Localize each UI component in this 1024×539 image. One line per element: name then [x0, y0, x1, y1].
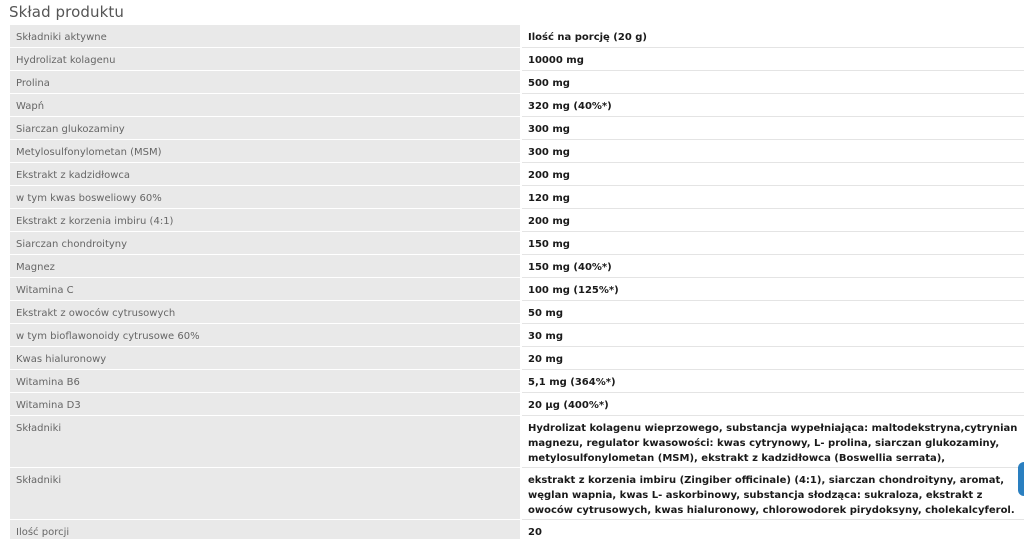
table-row — [10, 393, 1024, 416]
ingredient-value: 5,1 mg (364%*) — [521, 370, 1024, 393]
ingredient-name: Składniki aktywne — [10, 25, 521, 48]
ingredient-value: 50 mg — [521, 301, 1024, 324]
section-title: Skład produktu — [9, 3, 124, 21]
ingredient-value: 20 — [521, 520, 1024, 539]
table-row — [10, 209, 1024, 232]
ingredient-value: 100 mg (125%*) — [521, 278, 1024, 301]
ingredient-value: 200 mg — [521, 209, 1024, 232]
ingredient-name: Składniki — [10, 468, 521, 520]
ingredient-name: Ekstrakt z kadzidłowca — [10, 163, 521, 186]
ingredient-name: Siarczan chondroityny — [10, 232, 521, 255]
ingredient-name: Ekstrakt z owoców cytrusowych — [10, 301, 521, 324]
table-row — [10, 278, 1024, 301]
ingredient-name: Ekstrakt z korzenia imbiru (4:1) — [10, 209, 521, 232]
table-row — [10, 468, 1024, 520]
composition-table — [10, 25, 1024, 539]
ingredient-name: Witamina C — [10, 278, 521, 301]
ingredient-value: 20 µg (400%*) — [521, 393, 1024, 416]
table-row — [10, 48, 1024, 71]
ingredient-value: Hydrolizat kolagenu wieprzowego, substancja wypełniająca: maltodekstryna,cytrynian magnezu, regulator kwasowości: kwas cytrynowy, L- prolina, siarczan glukozaminy, metylosulfonylometan (MSM), ekstrakt z kadzidłowca (Boswellia serrata), — [521, 416, 1024, 468]
ingredient-name: Wapń — [10, 94, 521, 117]
ingredient-value: 30 mg — [521, 324, 1024, 347]
table-row — [10, 520, 1024, 539]
ingredient-name: w tym bioflawonoidy cytrusowe 60% — [10, 324, 521, 347]
table-row — [10, 140, 1024, 163]
table-row — [10, 347, 1024, 370]
ingredient-name: w tym kwas bosweliowy 60% — [10, 186, 521, 209]
ingredient-name: Siarczan glukozaminy — [10, 117, 521, 140]
ingredient-value: 120 mg — [521, 186, 1024, 209]
ingredient-value: 150 mg (40%*) — [521, 255, 1024, 278]
table-row — [10, 370, 1024, 393]
table-row — [10, 25, 1024, 48]
ingredient-value: ekstrakt z korzenia imbiru (Zingiber officinale) (4:1), siarczan chondroityny, aromat, węglan wapnia, kwas L- askorbinowy, substancja słodząca: sukraloza, ekstrakt z owoców cytrusowych, kwas hialuronowy, chlorowodorek pirydoksyny, cholekalcyferol. — [521, 468, 1024, 520]
ingredient-value: 20 mg — [521, 347, 1024, 370]
ingredient-name: Prolina — [10, 71, 521, 94]
table-row — [10, 117, 1024, 140]
ingredient-value: 10000 mg — [521, 48, 1024, 71]
table-row — [10, 301, 1024, 324]
ingredient-name: Magnez — [10, 255, 521, 278]
table-row — [10, 232, 1024, 255]
ingredient-value: 500 mg — [521, 71, 1024, 94]
ingredient-name: Metylosulfonylometan (MSM) — [10, 140, 521, 163]
ingredient-value: 320 mg (40%*) — [521, 94, 1024, 117]
ingredient-name: Hydrolizat kolagenu — [10, 48, 521, 71]
table-row — [10, 71, 1024, 94]
ingredient-name: Witamina B6 — [10, 370, 521, 393]
ingredient-name: Witamina D3 — [10, 393, 521, 416]
table-row — [10, 94, 1024, 117]
ingredient-value: 300 mg — [521, 117, 1024, 140]
ingredient-name: Składniki — [10, 416, 521, 468]
ingredient-value: Ilość na porcję (20 g) — [521, 25, 1024, 48]
floating-chat-button[interactable] — [1018, 462, 1024, 496]
ingredient-name: Kwas hialuronowy — [10, 347, 521, 370]
ingredient-name: Ilość porcji — [10, 520, 521, 539]
table-row — [10, 163, 1024, 186]
table-row — [10, 255, 1024, 278]
ingredient-value: 300 mg — [521, 140, 1024, 163]
table-row — [10, 324, 1024, 347]
ingredient-value: 150 mg — [521, 232, 1024, 255]
ingredient-value: 200 mg — [521, 163, 1024, 186]
table-row — [10, 186, 1024, 209]
table-row — [10, 416, 1024, 468]
